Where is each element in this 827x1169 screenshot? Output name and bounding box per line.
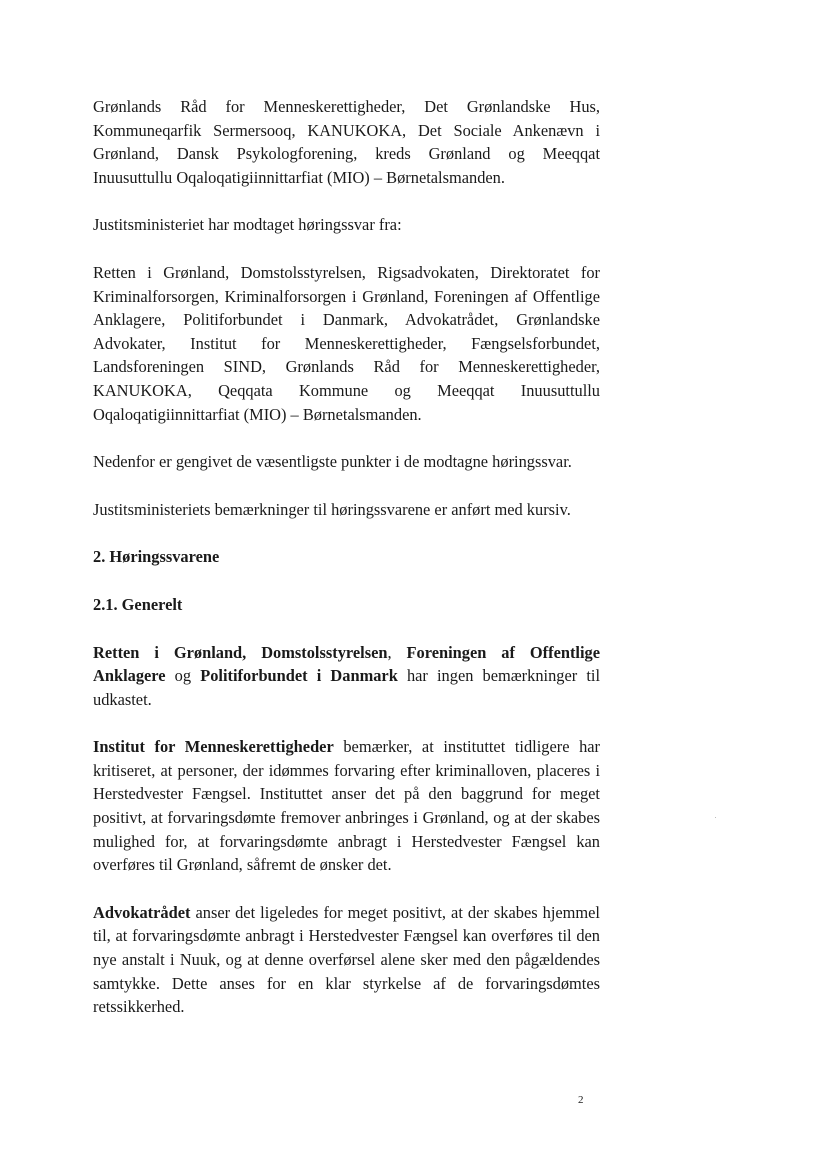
paragraph-text: bemærker, at instituttet tidligere har kritiseret, at personer, der idømmes forvaring efter kriminalloven, placeres i Herstedvester Fængsel. Instituttet anser det på den baggrund for meget positivt, at forvaringsdømte fremover anbringes i Grønland, og at der skabes mulighed for, at forvaringsdømte anbragt i Herstedvester Fængsel kan overføres til Grønland, såfremt de ønsker det. <box>93 737 600 875</box>
subsection-heading: 2.1. Generelt <box>93 594 183 614</box>
text-separator: og <box>165 666 201 686</box>
text-separator: , <box>387 642 407 662</box>
paragraph-gap <box>93 474 600 498</box>
paragraph-gap <box>93 189 600 213</box>
org-name-bold: Retten i Grønland, Domstolsstyrelsen <box>93 642 388 662</box>
paragraph-responses-intro: Justitsministeriet har modtaget høringssvar fra: <box>93 215 402 235</box>
paragraph-gap <box>93 521 600 545</box>
paragraph-respondents-list: Retten i Grønland, Domstolsstyrelsen, Rigsadvokaten, Direktoratet for Kriminalforsorgen, Kriminalforsorgen i Grønland, Foreningen af Offentlige Anklagere, Politiforbundet i Danmark, Advokatrådet, Grønlandske Advokater, Institut for Menneskerettigheder, Fængselsforbundet, Landsforeningen SIND, Grønlands Råd for Menneskerettigheder, KANUKOKA, Qeqqata Kommune og Meeqqat Inuusuttullu Oqaloqatigiinnittarfiat (MIO) – Børnetalsmanden. <box>93 262 600 424</box>
org-name-bold: Foreningen af Offentlige Anklagere <box>93 642 600 686</box>
paragraph-consulted-parties: Grønlands Råd for Menneskerettigheder, Det Grønlandske Hus, Kommuneqarfik Sermersooq, KANUKOKA, Det Sociale Ankenævn i Grønland, Dansk Psykologforening, kreds Grønland og Meeqqat Inuusuttullu Oqaloqatigiinnittarfiat (MIO) – Børnetalsmanden. <box>93 97 600 187</box>
paragraph-gap <box>93 569 600 593</box>
org-name-bold: Politiforbundet i Danmark <box>200 666 398 686</box>
paragraph-bar-council <box>93 901 600 1019</box>
scan-speck <box>715 817 716 818</box>
paragraph-gap <box>93 237 600 261</box>
paragraph-gap <box>93 426 600 450</box>
paragraph-italics-note: Justitsministeriets bemærkninger til høringssvarene er anført med kursiv. <box>93 499 571 519</box>
paragraph-gap <box>93 711 600 735</box>
org-name-bold: Advokatrådet <box>93 902 191 922</box>
paragraph-gap <box>93 877 600 901</box>
paragraph-human-rights-institute <box>93 735 600 877</box>
page-body <box>93 95 600 1019</box>
section-heading: 2. Høringssvarene <box>93 547 220 567</box>
page-number: 2 <box>578 1094 584 1106</box>
org-name-bold: Institut for Menneskerettigheder <box>93 737 334 757</box>
paragraph-gap <box>93 617 600 641</box>
paragraph-no-remarks <box>93 641 600 712</box>
paragraph-text: har ingen bemærkninger til udkastet. <box>93 666 600 709</box>
paragraph-summary-note: Nedenfor er gengivet de væsentligste punkter i de modtagne høringssvar. <box>93 452 572 472</box>
paragraph-text: anser det ligeledes for meget positivt, at der skabes hjemmel til, at forvaringsdømte anbragt i Herstedvester Fængsel kan overføres til den nye anstalt i Nuuk, og at denne overførsel alene sker med den pågældendes samtykke. Dette anses for en klar styrkelse af de forvaringsdømtes retssikkerhed. <box>93 902 600 1017</box>
